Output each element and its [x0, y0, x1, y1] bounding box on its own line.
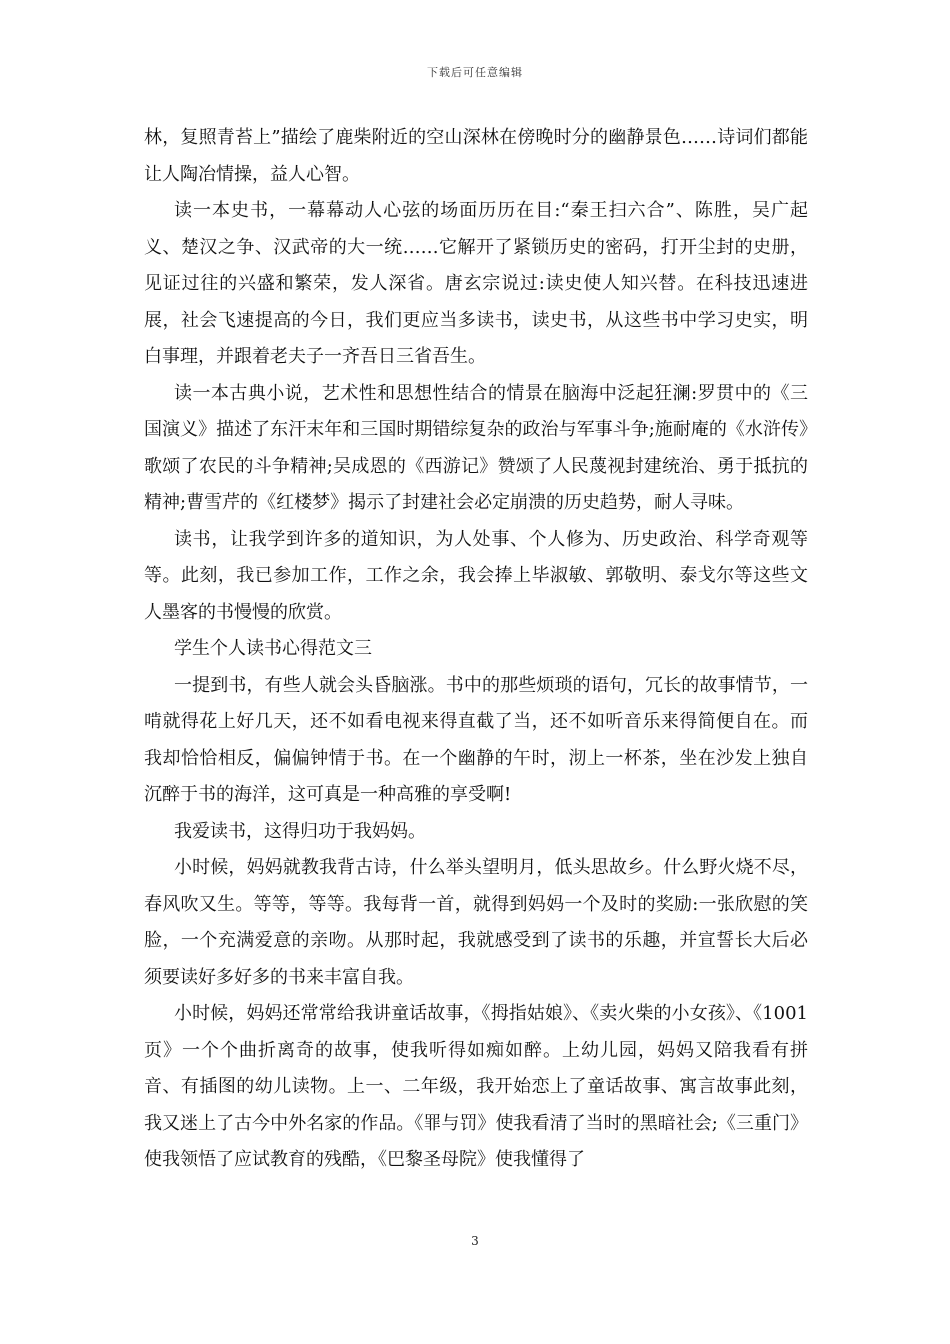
paragraph-history-books: 读一本史书，一幕幕动人心弦的场面历历在目:“秦王扫六合”、陈胜，吴广起义、楚汉之争、汉武帝的大一统……它解开了紧锁历史的密码，打开尘封的史册，见证过往的兴盛和繁荣，发人深省。唐玄宗说过:读史使人知兴替。在科技迅速进展，社会飞速提高的今日，我们更应当多读书，读史书，从这些书中学习史实，明白事理，并跟着老夫子一齐吾日三省吾生。	[144, 200, 808, 367]
paragraph-fairy-tales: 小时候，妈妈还常常给我讲童话故事，《拇指姑娘》、《卖火柴的小女孩》、《1001页》一个个曲折离奇的故事，使我听得如痴如醉。上幼儿园，妈妈又陪我看有拼音、有插图的幼儿读物。上一、二年级，我开始恋上了童话故事、寓言故事此刻，我又迷上了古今中外名家的作品。《罪与罚》使我看清了当时的黑暗社会;《三重门》使我领悟了应试教育的残酷，《巴黎圣母院》使我懂得了	[144, 1003, 808, 1170]
page-header-note: 下载后可任意编辑	[427, 66, 523, 79]
document-body	[144, 120, 808, 1179]
paragraph-love-of-books: 一提到书，有些人就会头昏脑涨。书中的那些烦琐的语句，冗长的故事情节，一啃就得花上好几天，还不如看电视来得直截了当，还不如听音乐来得简便自在。而我却恰恰相反，偏偏钟情于书。在一个幽静的午时，沏上一杯茶，坐在沙发上独自沉醉于书的海洋，这可真是一种高雅的享受啊!	[144, 674, 808, 805]
page-number: 3	[471, 1234, 479, 1248]
paragraph-childhood-poems: 小时候，妈妈就教我背古诗，什么举头望明月，低头思故乡。什么野火烧不尽，春风吹又生。等等，等等。我每背一首，就得到妈妈一个及时的奖励:一张欣慰的笑脸，一个充满爱意的亲吻。从那时起，我就感受到了读书的乐趣，并宣誓长大后必须要读好多好多的书来丰富自我。	[144, 857, 808, 988]
paragraph-classic-novels: 读一本古典小说，艺术性和思想性结合的情景在脑海中泛起狂澜:罗贯中的《三国演义》描述了东汗末年和三国时期错综复杂的政治与军事斗争;施耐庵的《水浒传》歌颂了农民的斗争精神;吴成恩的《西游记》赞颂了人民蔑视封建统治、勇于抵抗的精神;曹雪芹的《红楼梦》揭示了封建社会必定崩溃的历史趋势，耐人寻味。	[144, 382, 808, 513]
paragraph-thanks-mother: 我爱读书，这得归功于我妈妈。	[174, 820, 426, 842]
paragraph-continuation: 林，复照青苔上”描绘了鹿柴附近的空山深林在傍晚时分的幽静景色……诗词们都能让人陶冶情操，益人心智。	[144, 127, 808, 185]
section-heading: 学生个人读书心得范文三	[174, 638, 372, 659]
paragraph-reading-benefits: 读书，让我学到许多的道知识，为人处事、个人修为、历史政治、科学奇观等等。此刻，我已参加工作，工作之余，我会捧上毕淑敏、郭敬明、泰戈尔等这些文人墨客的书慢慢的欣赏。	[144, 528, 808, 623]
